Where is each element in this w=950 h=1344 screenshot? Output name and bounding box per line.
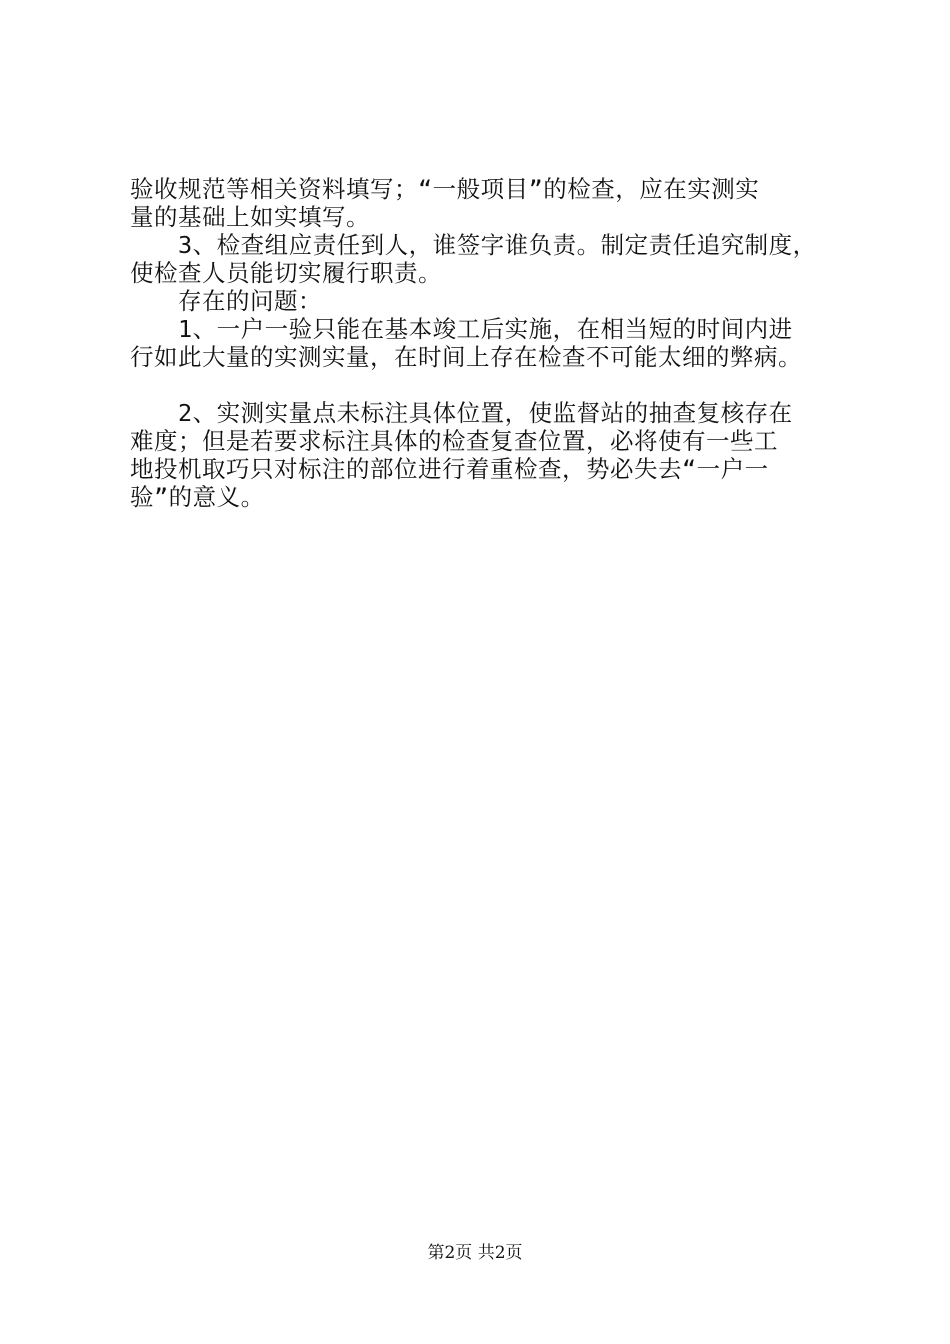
text-line: 难度；但是若要求标注具体的检查复查位置，必将使有一些工 [130,427,778,455]
text-line: 验”的意义。 [130,483,265,511]
text-line: 行如此大量的实测实量，在时间上存在检查不可能太细的弊病。 [130,343,802,371]
page-footer [0,1242,950,1264]
paragraph-line-problem-2: 2、实测实量点未标注具体位置，使监督站的抽查复核存在 [178,399,793,427]
page-number-label: 第2页 共2页 [427,1243,523,1263]
section-heading-problems: 存在的问题： [178,287,322,315]
paragraph-line-problem-1: 1、一户一验只能在基本竣工后实施，在相当短的时间内进 [178,315,793,343]
document-body [130,175,842,511]
text-line: 地投机取巧只对标注的部位进行着重检查，势必失去“一户一 [130,455,769,483]
text-line: 量的基础上如实填写。 [130,203,370,231]
text-line: 使检查人员能切实履行职责。 [130,259,442,287]
paragraph-gap [130,371,842,399]
paragraph-line-item-3: 3、检查组应责任到人，谁签字谁负责。制定责任追究制度， [178,231,817,259]
text-line: 验收规范等相关资料填写；“一般项目”的检查，应在实测实 [130,175,760,203]
